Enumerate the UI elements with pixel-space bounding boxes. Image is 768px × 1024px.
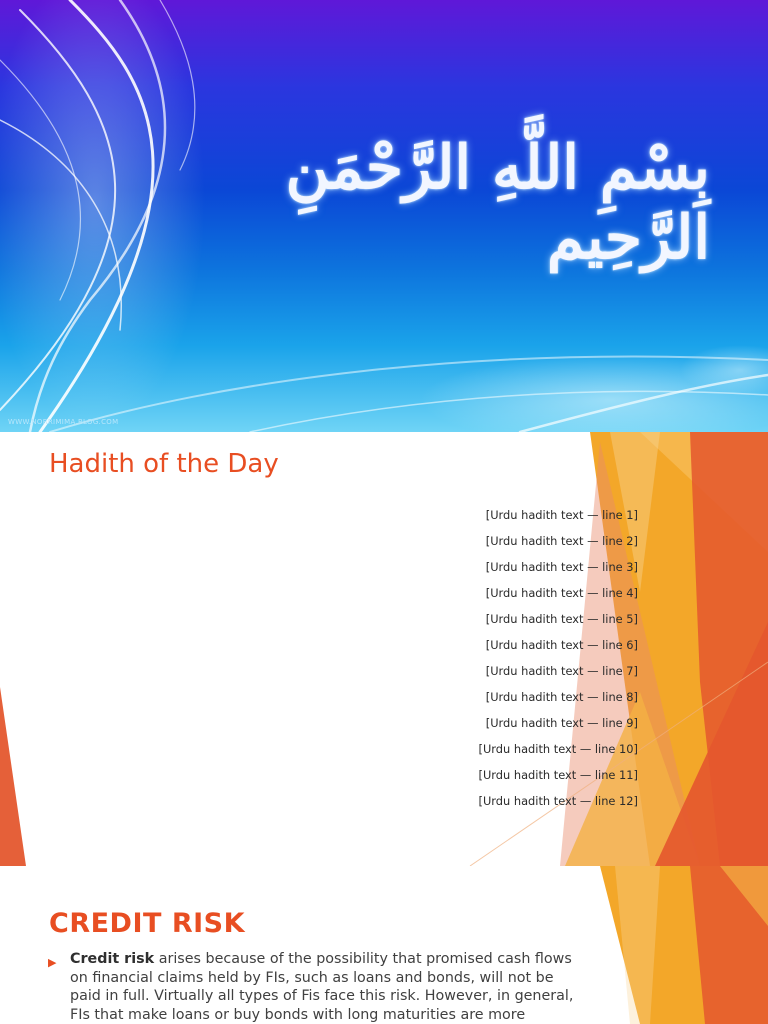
hadith-slide	[0, 432, 768, 866]
watermark-text: WWW.NORRIMIMA.BLOG.COM	[8, 418, 119, 426]
text-line: [Urdu hadith text — line 5]	[485, 612, 638, 626]
slide-title: CREDIT RISK	[49, 908, 246, 939]
text-line: [Urdu hadith text — line 9]	[485, 716, 638, 730]
text-line: [Urdu hadith text — line 3]	[485, 560, 638, 574]
text-line: [Urdu hadith text — line 6]	[485, 638, 638, 652]
text-line: [Urdu hadith text — line 1]	[485, 508, 638, 522]
text-line: [Urdu hadith text — line 11]	[478, 768, 638, 782]
text-line: [Urdu hadith text — line 10]	[478, 742, 638, 756]
text-line: [Urdu hadith text — line 12]	[478, 794, 638, 808]
bullet-body: arises because of the possibility that promised cash flows on financial claims held by FIs, such as loans and bonds, will not be paid in full. Virtually all types of Fis face this risk. However, in general, FIs that make loans or buy bonds with long maturities are more	[70, 951, 574, 1023]
text-line: [Urdu hadith text — line 7]	[485, 664, 638, 678]
hadith-text	[46, 502, 638, 814]
triangle-bullet-icon: ▶	[48, 956, 57, 969]
text-line: [Urdu hadith text — line 8]	[485, 690, 638, 704]
credit-risk-slide	[0, 866, 768, 1024]
bismillah-calligraphy: بِسْمِ اللَّهِ الرَّحْمَنِ الرَّحِيم	[285, 132, 710, 273]
slide-title: Hadith of the Day	[49, 449, 279, 479]
bullet-term: Credit risk	[70, 951, 155, 967]
bullet-paragraph	[70, 950, 585, 1024]
text-line: [Urdu hadith text — line 4]	[485, 586, 638, 600]
text-line: [Urdu hadith text — line 2]	[485, 534, 638, 548]
bismillah-banner	[0, 0, 768, 432]
